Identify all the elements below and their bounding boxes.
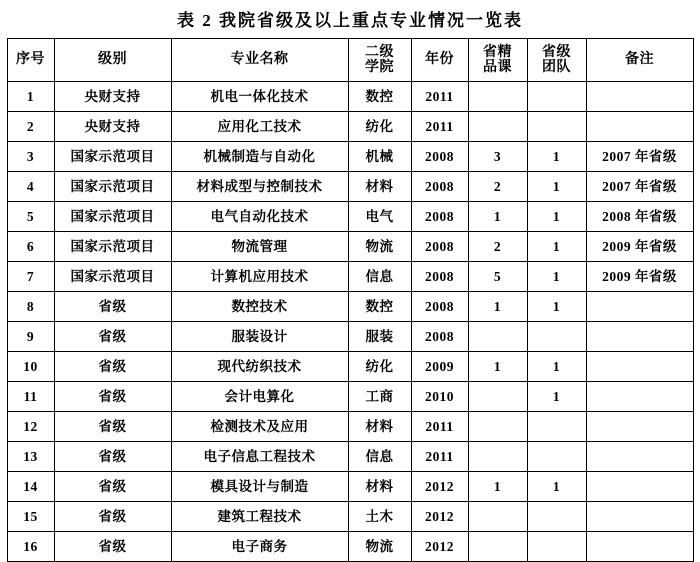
- cell-seq: 6: [7, 232, 54, 262]
- column-header-team-line2: 团队: [542, 60, 571, 75]
- cell-seq: 10: [7, 352, 54, 382]
- cell-course: 1: [468, 472, 527, 502]
- cell-course: [468, 322, 527, 352]
- table-row: [7, 232, 693, 262]
- cell-level: 央财支持: [54, 112, 171, 142]
- cell-seq: 1: [7, 82, 54, 112]
- cell-college: 土木: [348, 502, 411, 532]
- cell-team: 1: [527, 262, 586, 292]
- cell-major: 模具设计与制造: [171, 472, 348, 502]
- table-header-row: [7, 39, 693, 82]
- cell-college: 数控: [348, 292, 411, 322]
- table-row: [7, 322, 693, 352]
- cell-seq: 4: [7, 172, 54, 202]
- cell-remark: [586, 82, 693, 112]
- cell-level: 省级: [54, 472, 171, 502]
- cell-year: 2011: [411, 112, 468, 142]
- cell-year: 2010: [411, 382, 468, 412]
- column-header-course: [468, 39, 527, 82]
- cell-remark: 2008 年省级: [586, 202, 693, 232]
- column-header-college-line1: 二级: [365, 44, 394, 60]
- cell-remark: 2007 年省级: [586, 172, 693, 202]
- cell-remark: [586, 502, 693, 532]
- cell-year: 2012: [411, 502, 468, 532]
- table-row: [7, 262, 693, 292]
- cell-college: 材料: [348, 172, 411, 202]
- cell-course: [468, 382, 527, 412]
- cell-level: 省级: [54, 292, 171, 322]
- cell-seq: 15: [7, 502, 54, 532]
- cell-year: 2008: [411, 142, 468, 172]
- table-body: [7, 82, 693, 562]
- cell-level: 省级: [54, 322, 171, 352]
- table-row: [7, 472, 693, 502]
- cell-level: 省级: [54, 442, 171, 472]
- cell-major: 电子信息工程技术: [171, 442, 348, 472]
- cell-course: [468, 502, 527, 532]
- cell-seq: 13: [7, 442, 54, 472]
- cell-course: 1: [468, 202, 527, 232]
- cell-course: 1: [468, 292, 527, 322]
- column-header-year: 年份: [411, 39, 468, 82]
- cell-team: 1: [527, 472, 586, 502]
- cell-major: 机械制造与自动化: [171, 142, 348, 172]
- cell-team: 1: [527, 172, 586, 202]
- cell-team: [527, 82, 586, 112]
- cell-remark: 2007 年省级: [586, 142, 693, 172]
- table-header: [7, 39, 693, 82]
- cell-level: 省级: [54, 382, 171, 412]
- cell-college: 信息: [348, 442, 411, 472]
- table-row: [7, 292, 693, 322]
- cell-level: 国家示范项目: [54, 202, 171, 232]
- cell-level: 省级: [54, 412, 171, 442]
- cell-level: 国家示范项目: [54, 262, 171, 292]
- cell-year: 2012: [411, 472, 468, 502]
- table-row: [7, 442, 693, 472]
- cell-seq: 9: [7, 322, 54, 352]
- cell-seq: 7: [7, 262, 54, 292]
- cell-course: 5: [468, 262, 527, 292]
- cell-remark: 2009 年省级: [586, 232, 693, 262]
- cell-year: 2008: [411, 322, 468, 352]
- cell-course: 1: [468, 352, 527, 382]
- column-header-team: [527, 39, 586, 82]
- cell-seq: 12: [7, 412, 54, 442]
- cell-year: 2008: [411, 232, 468, 262]
- cell-remark: [586, 442, 693, 472]
- column-header-college-line2: 学院: [365, 60, 394, 75]
- cell-seq: 8: [7, 292, 54, 322]
- cell-college: 材料: [348, 412, 411, 442]
- column-header-course-line2: 品课: [483, 60, 512, 75]
- cell-year: 2011: [411, 442, 468, 472]
- cell-course: 2: [468, 232, 527, 262]
- column-header-level: 级别: [54, 39, 171, 82]
- cell-major: 建筑工程技术: [171, 502, 348, 532]
- cell-seq: 2: [7, 112, 54, 142]
- table-row: [7, 82, 693, 112]
- cell-college: 服装: [348, 322, 411, 352]
- cell-college: 电气: [348, 202, 411, 232]
- cell-course: [468, 112, 527, 142]
- cell-remark: [586, 382, 693, 412]
- cell-college: 工商: [348, 382, 411, 412]
- cell-college: 材料: [348, 472, 411, 502]
- cell-year: 2011: [411, 82, 468, 112]
- cell-remark: [586, 532, 693, 562]
- cell-seq: 11: [7, 382, 54, 412]
- cell-remark: [586, 352, 693, 382]
- column-header-remark: 备注: [586, 39, 693, 82]
- cell-year: 2008: [411, 202, 468, 232]
- major-programs-table: [7, 38, 694, 562]
- cell-major: 检测技术及应用: [171, 412, 348, 442]
- cell-course: [468, 412, 527, 442]
- cell-team: [527, 532, 586, 562]
- cell-year: 2011: [411, 412, 468, 442]
- page-title: 表 2 我院省级及以上重点专业情况一览表: [177, 11, 523, 30]
- cell-course: [468, 82, 527, 112]
- cell-major: 现代纺织技术: [171, 352, 348, 382]
- cell-seq: 14: [7, 472, 54, 502]
- cell-team: 1: [527, 292, 586, 322]
- cell-team: 1: [527, 202, 586, 232]
- cell-team: [527, 442, 586, 472]
- cell-major: 应用化工技术: [171, 112, 348, 142]
- cell-major: 会计电算化: [171, 382, 348, 412]
- cell-major: 物流管理: [171, 232, 348, 262]
- cell-course: [468, 442, 527, 472]
- cell-year: 2008: [411, 262, 468, 292]
- cell-college: 信息: [348, 262, 411, 292]
- column-header-college: [348, 39, 411, 82]
- table-row: [7, 352, 693, 382]
- cell-level: 省级: [54, 352, 171, 382]
- cell-college: 数控: [348, 82, 411, 112]
- cell-year: 2012: [411, 532, 468, 562]
- cell-college: 机械: [348, 142, 411, 172]
- cell-level: 省级: [54, 532, 171, 562]
- cell-college: 物流: [348, 532, 411, 562]
- cell-level: 央财支持: [54, 82, 171, 112]
- table-row: [7, 112, 693, 142]
- cell-course: 3: [468, 142, 527, 172]
- cell-year: 2008: [411, 292, 468, 322]
- table-row: [7, 532, 693, 562]
- cell-college: 纺化: [348, 352, 411, 382]
- cell-seq: 5: [7, 202, 54, 232]
- cell-team: [527, 502, 586, 532]
- table-row: [7, 202, 693, 232]
- cell-team: [527, 412, 586, 442]
- table-row: [7, 502, 693, 532]
- cell-major: 数控技术: [171, 292, 348, 322]
- cell-remark: 2009 年省级: [586, 262, 693, 292]
- cell-level: 省级: [54, 502, 171, 532]
- cell-team: 1: [527, 232, 586, 262]
- cell-major: 服装设计: [171, 322, 348, 352]
- cell-seq: 3: [7, 142, 54, 172]
- column-header-seq: 序号: [7, 39, 54, 82]
- cell-level: 国家示范项目: [54, 232, 171, 262]
- table-row: [7, 172, 693, 202]
- cell-remark: [586, 112, 693, 142]
- cell-major: 电气自动化技术: [171, 202, 348, 232]
- cell-course: 2: [468, 172, 527, 202]
- cell-team: [527, 112, 586, 142]
- cell-year: 2008: [411, 172, 468, 202]
- cell-seq: 16: [7, 532, 54, 562]
- cell-college: 纺化: [348, 112, 411, 142]
- column-header-course-line1: 省精: [483, 44, 512, 60]
- column-header-team-line1: 省级: [542, 44, 571, 60]
- table-row: [7, 142, 693, 172]
- cell-major: 电子商务: [171, 532, 348, 562]
- table-row: [7, 412, 693, 442]
- cell-team: 1: [527, 382, 586, 412]
- cell-college: 物流: [348, 232, 411, 262]
- cell-team: [527, 322, 586, 352]
- cell-major: 计算机应用技术: [171, 262, 348, 292]
- cell-level: 国家示范项目: [54, 172, 171, 202]
- cell-remark: [586, 322, 693, 352]
- cell-year: 2009: [411, 352, 468, 382]
- cell-remark: [586, 412, 693, 442]
- table-row: [7, 382, 693, 412]
- cell-team: 1: [527, 142, 586, 172]
- cell-remark: [586, 292, 693, 322]
- cell-major: 材料成型与控制技术: [171, 172, 348, 202]
- cell-team: 1: [527, 352, 586, 382]
- column-header-major: 专业名称: [171, 39, 348, 82]
- cell-level: 国家示范项目: [54, 142, 171, 172]
- cell-remark: [586, 472, 693, 502]
- cell-course: [468, 532, 527, 562]
- cell-major: 机电一体化技术: [171, 82, 348, 112]
